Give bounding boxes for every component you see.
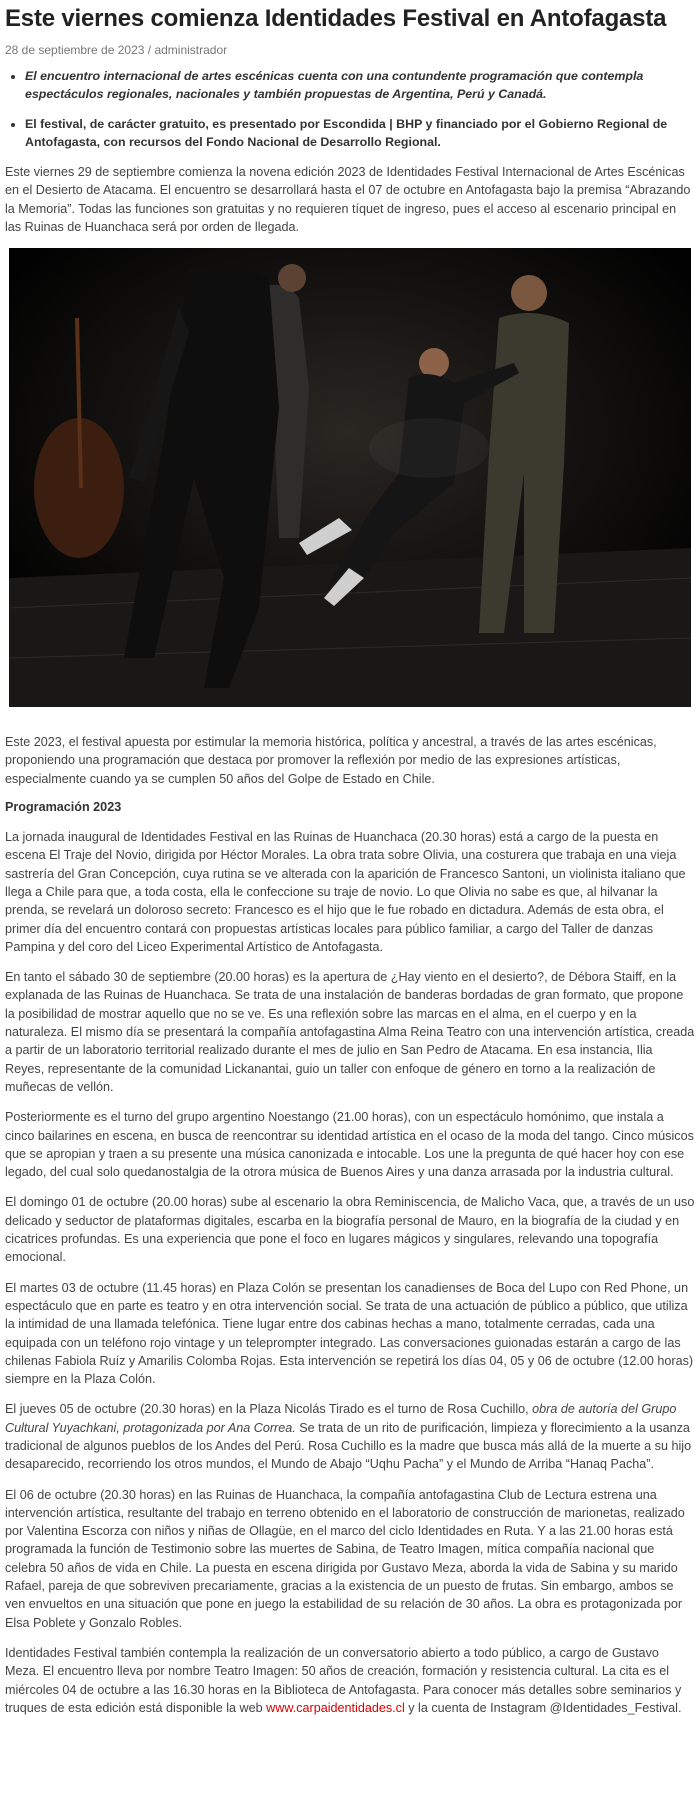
paragraph-jueves (5, 1400, 695, 1473)
dance-photo (9, 248, 691, 707)
paragraph-domingo: El domingo 01 de octubre (20.00 horas) sube al escenario la obra Reminiscencia, de Malicho Vaca, que, a través de un uso delicado y seductor de plataformas digitales, escarba en la biografía personal de Mauro, en la biografía de la ciudad y en cicatrices profundas. Es una experiencia que pone el foco en lugares mágicos y singulares, relevando una topografía emocional. (5, 1195, 695, 1265)
intro-paragraph: Este viernes 29 de septiembre comienza la novena edición 2023 de Identidades Festival Internacional de Artes Escénicas en el Desierto de Atacama. El encuentro se desarrollará hasta el 07 de octubre en Antofagasta bajo la premisa “Abrazando la Memoria”. Todas las funciones son gratuitas y no requieren tíquet de ingreso, pues el acceso al escenario principal en las Ruinas de Huanchaca será por orden de llegada. (5, 165, 691, 234)
paragraph-sabado: En tanto el sábado 30 de septiembre (20.00 horas) es la apertura de ¿Hay viento en el desierto?, de Débora Staiff, en la explanada de las Ruinas de Huanchaca. Se trata de una instalación de banderas bordadas de gran formato, que propone la posibilidad de mostrar aquello que no se ve. Es una reflexión sobre las marcas en el alma, en el cuerpo y en la naturaleza. El mismo día se presentará la compañía antofagastina Alma Reina Teatro con una intervención artística, creada a partir de un laboratorio territorial realizado durante el mes de julio en San Pedro de Atacama. En esa instancia, Ilia Reyes, representante de la comunidad Lickanantai, guio un taller con enfoque de género en torno a la realización de muñecas de vellón. (5, 970, 695, 1094)
paragraph-06-octubre: El 06 de octubre (20.30 horas) en las Ruinas de Huanchaca, la compañía antofagastina Club de Lectura estrena una intervención artística, resultante del trabajo en terreno obtenido en el laboratorio de construcción de marionetas, realizado por Valentina Escorza con niños y niñas de Ollagüe, en el marco del ciclo Identidades en Ruta. Y a las 21.00 horas está programada la función de Testimonio sobre las muertes de Sabina, de Teatro Imagen, mítica compañía nacional que celebra 50 años de vida en Chile. La puesta en escena dirigida por Gustavo Meza, aborda la vida de Sabina y su marido Rafael, pareja de que sobreviven precariamente, gracias a la existencia de un puesto de frutas. Sin embargo, ambos se ven envueltos en una situación que pone en juego la estabilidad de su relación de 30 años. La obra es protagonizada por Elsa Poblete y Gonzalo Robles. (5, 1487, 685, 1630)
meta-separator: / (144, 43, 155, 57)
website-link[interactable]: www.carpaidentidades.cl (266, 1700, 405, 1715)
highlight-item: • El festival, de carácter gratuito, es presentado por Escondida | BHP y financiado por el Gobierno Regional de Antofagasta, con recursos del Fondo Nacional de Desarrollo Regional. (25, 115, 695, 151)
dance-photo-illustration (9, 248, 691, 707)
paragraph-conversatorio (5, 1644, 695, 1717)
highlight-item: • El encuentro internacional de artes escénicas cuenta con una contundente programación que contempla espectáculos regionales, nacionales y también propuestas de Argentina, Perú y Canadá. (25, 67, 695, 103)
conversatorio-text-b: y la cuenta de Instagram @Identidades_Festival. (404, 1700, 682, 1715)
article-title: Este viernes comienza Identidades Festival en Antofagasta (5, 5, 667, 32)
highlights-list (5, 67, 695, 151)
article-date[interactable]: 28 de septiembre de 2023 (5, 43, 145, 57)
paragraph-noestango: Posteriormente es el turno del grupo argentino Noestango (21.00 horas), con un espectáculo homónimo, que instala a cinco bailarines en escena, en busca de reencontrar su identidad artística en el ocaso de la moda del tango. Cinco músicos que se apropian y traen a su presente una música canonizada e intocable. Los une la pregunta de qué hacer hoy con ese legado, del cual solo quedanostalgia de la otrora música de Buenos Aires y una danza arrasada por la industria cultural. (5, 1110, 694, 1180)
paragraph-martes: El martes 03 de octubre (11.45 horas) en Plaza Colón se presentan los canadienses de Boca del Lupo con Red Phone, un espectáculo que en parte es teatro y en otra intervención social. Se trata de una actuación de público a público, que utiliza la intimidad de una llamada telefónica. Tiene lugar entre dos cabinas hechas a mano, totalmente cerradas, cada una equipada con un teléfono rojo vintage y un teleprompter integrado. Las conversaciones guionadas estarán a cargo de las chilenas Fabiola Ruíz y Amarilis Colomba Rojas. Esta intervención se repetirá los días 04, 05 y 06 de octubre (12.00 horas) siempre en la Plaza Colón. (5, 1280, 694, 1387)
conversatorio-text-a: Identidades Festival también contempla la realización de un conversatorio abierto a todo público, a cargo de Gustavo Meza. El encuentro lleva por nombre Teatro Imagen: 50 años de creación, formación y resistencia cultural. La cita es el miércoles 04 de octubre a las 16.30 horas en la Biblioteca de Antofagasta. Para conocer más detalles sobre seminarios y truques de esta edición está disponible la web (5, 1645, 682, 1715)
jueves-text-a: El jueves 05 de octubre (20.30 horas) en la Plaza Nicolás Tirado es el turno de Rosa Cuchillo, (5, 1402, 533, 1417)
section-heading-programacion: Programación 2023 (5, 800, 122, 815)
jueves-text-b: Se trata de un rito de purificación, limpieza y florecimiento a la usanza tradicional de algunos pueblos de los Andes del Perú. Rosa Cuchillo es la madre que busca más allá de la muerte a su hijo desaparecido, recorriendo los otros mundos, el Mundo de Abajo “Uqhu Pacha” y el Mundo de Arriba “Hanaq Pacha”. (5, 1420, 692, 1472)
jueves-text-italic: obra de autoría del Grupo Cultural Yuyachkani, protagonizada por Ana Correa. (5, 1402, 677, 1435)
article-author[interactable]: administrador (154, 43, 228, 57)
article-meta (5, 43, 695, 57)
paragraph-2023: Este 2023, el festival apuesta por estimular la memoria histórica, política y ancestral, a través de las artes escénicas, proponiendo una programación que destaca por promover la reflexión por medio de las expresiones artísticas, especialmente cuando ya se cumplen 50 años del Golpe de Estado en Chile. (5, 735, 657, 786)
paragraph-inaugural: La jornada inaugural de Identidades Festival en las Ruinas de Huanchaca (20.30 horas) está a cargo de la puesta en escena El Traje del Novio, dirigida por Héctor Morales. La obra trata sobre Olivia, una costurera que trabaja en una vieja sastrería del Gran Concepción, cuya rutina se ve alterada con la aparición de Francesco Santoni, un violinista italiano que llega a Chile para que, a toda costa, ella le confeccione su traje de novio. Lo que Olivia no sabe es que, al hilvanar la prenda, se revelará un doloroso secreto: Francesco es el hijo que le fue robado en dictadura. Además de esta obra, el primer día del encuentro contará con propuestas artísticas locales para público familiar, a cargo del Taller de danzas Pampina y del coro del Liceo Experimental Artístico de Antofagasta. (5, 830, 686, 954)
